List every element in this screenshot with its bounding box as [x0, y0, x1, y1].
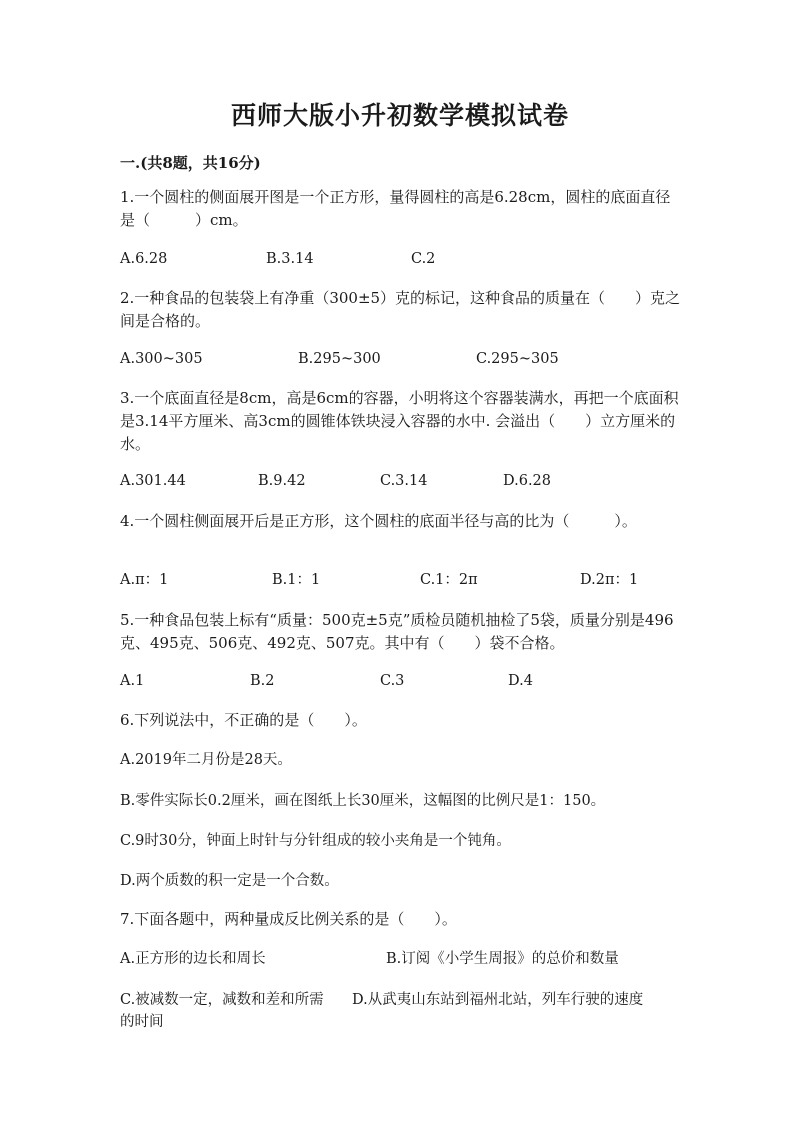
q7-option-c: C.被减数一定，减数和差和所需的时间 [120, 992, 324, 1030]
q7-option-a: A.正方形的边长和周长 [120, 951, 266, 967]
question-6: 6.下列说法中，不正确的是（ ）。 [120, 711, 367, 729]
q3-option-b: B.9.42 [258, 473, 306, 489]
q3-option-a: A.301.44 [120, 473, 186, 489]
q2-option-b: B.295~300 [298, 351, 381, 367]
q5-option-d: D.4 [508, 673, 533, 689]
q4-option-c: C.1：2π [420, 572, 478, 588]
page-title: 西师大版小升初数学模拟试卷 [230, 101, 569, 130]
q7-option-b: B.订阅《小学生周报》的总价和数量 [386, 951, 619, 967]
q4-option-d: D.2π：1 [580, 572, 639, 588]
q5-option-a: A.1 [120, 673, 145, 689]
q2-option-c: C.295~305 [476, 351, 559, 367]
q6-option-b: B.零件实际长0.2厘米，画在图纸上长30厘米，这幅图的比例尺是1：150。 [120, 793, 606, 809]
q5-option-b: B.2 [250, 673, 275, 689]
q1-option-c: C.2 [411, 251, 436, 267]
q1-option-a: A.6.28 [120, 251, 168, 267]
q7-option-d: D.从武夷山东站到福州北站，列车行驶的速度 [352, 992, 644, 1008]
q4-option-b: B.1：1 [272, 572, 321, 588]
q6-option-d: D.两个质数的积一定是一个合数。 [120, 873, 339, 889]
q3-option-d: D.6.28 [503, 473, 552, 489]
question-1: 1.一个圆柱的侧面展开图是一个正方形，量得圆柱的高是6.28cm，圆柱的底面直径是（ ）cm。 [120, 188, 671, 229]
question-7: 7.下面各题中，两种量成反比例关系的是（ ）。 [120, 910, 457, 928]
question-4: 4.一个圆柱侧面展开后是正方形，这个圆柱的底面半径与高的比为（ ）。 [120, 512, 637, 530]
q5-option-c: C.3 [380, 673, 405, 689]
section-heading: 一.(共8题，共16分) [120, 154, 261, 172]
question-2: 2.一种食品的包装袋上有净重（300±5）克的标记，这种食品的质量在（ ）克之间是合格的。 [120, 289, 681, 330]
q3-option-c: C.3.14 [380, 473, 428, 489]
q6-option-c: C.9时30分，钟面上时针与分针组成的较小夹角是一个钝角。 [120, 833, 511, 849]
q1-option-b: B.3.14 [266, 251, 314, 267]
question-5: 5.一种食品包装上标有“质量：500克±5克”质检员随机抽检了5袋，质量分别是496克、495克、506克、492克、507克。其中有（ ）袋不合格。 [120, 611, 674, 652]
q2-option-a: A.300~305 [120, 351, 203, 367]
q6-option-a: A.2019年二月份是28天。 [120, 752, 292, 768]
question-3: 3.一个底面直径是8cm，高是6cm的容器，小明将这个容器装满水，再把一个底面积是3.14平方厘米、高3cm的圆锥体铁块浸入容器的水中. 会溢出（ ）立方厘米的水。 [120, 389, 679, 453]
q4-option-a: A.π：1 [120, 572, 169, 588]
